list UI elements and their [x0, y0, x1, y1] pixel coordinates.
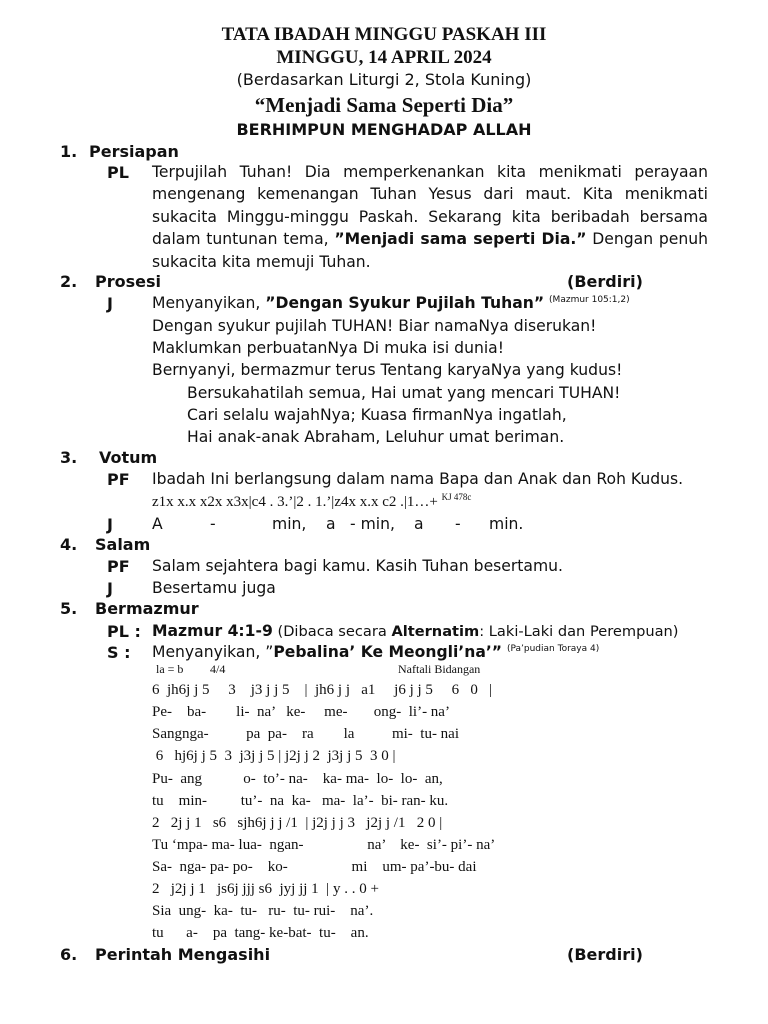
song-line: Bernyanyi, bermazmur terus Tentang karyaNya yang kudus!: [152, 361, 623, 379]
section-number-5: 5.: [60, 599, 78, 618]
score-lyric-line: Sa- nga- pa- po- ko- mi um- pa’-bu- dai: [152, 859, 477, 875]
section-number-3: 3.: [60, 448, 78, 467]
amen-syllable: a: [414, 515, 424, 533]
notation-line: z1x x.x x2x x3x|c4 . 3.’|2 . 1.’|z4x x.x c2 .|1…+: [152, 494, 438, 510]
score-notation-line: 2 2j j 1 s6 sjh6j j j /1 | j2j j j 3 j2j j /1 2 0 |: [152, 815, 443, 831]
score-lyric-line: Pu- ang o- to’- na- ka- ma- lo- lo- an,: [152, 771, 443, 787]
score-notation-line: 6 hj6j j 5 3 j3j j 5 | j2j j 2 j3j j 5 3 0 |: [152, 748, 396, 764]
score-lyric-line: tu a- pa tang- ke-bat- tu- an.: [152, 925, 369, 941]
section-number-6: 6.: [60, 945, 78, 964]
amen-syllable: min.: [489, 515, 524, 533]
role-pl: PL: [107, 163, 129, 182]
section-title-salam: Salam: [95, 535, 151, 554]
song-line-indented: Hai anak-anak Abraham, Leluhur umat beriman.: [187, 428, 565, 446]
section-title-votum: Votum: [99, 448, 158, 467]
song-line-indented: Cari selalu wajahNya; Kuasa firmanNya ingatlah,: [187, 406, 567, 424]
section-number-1: 1.: [60, 142, 78, 161]
song-line: Dengan syukur pujilah TUHAN! Biar namaNya diserukan!: [152, 317, 597, 335]
liturgy-basis: (Berdasarkan Liturgi 2, Stola Kuning): [236, 70, 532, 89]
response-text: Besertamu juga: [152, 579, 276, 597]
role-j: J: [107, 515, 113, 534]
section-title-prosesi: Prosesi: [95, 272, 161, 291]
song-reference: (Pa’pudian Toraya 4): [506, 643, 600, 654]
section-number-4: 4.: [60, 535, 78, 554]
posture-standing: (Berdiri): [567, 272, 643, 291]
section-title-persiapan: Persiapan: [89, 142, 179, 161]
votum-text: Ibadah Ini berlangsung dalam nama Bapa dan Anak dan Roh Kudus.: [152, 470, 684, 488]
song-reference: (Mazmur 105:1,2): [549, 294, 630, 305]
song-title: Pebalina’ Ke Meongli’na’”: [273, 643, 503, 661]
sing-label: Menyanyikan,: [152, 294, 266, 312]
song-title: ”Dengan Syukur Pujilah Tuhan”: [265, 294, 545, 312]
composer: Naftali Bidangan: [398, 662, 481, 676]
role-pf: PF: [107, 470, 130, 489]
score-notation-line: 2 j2j j 1 js6j jjj s6 jyj jj 1 | y . . 0 +: [152, 881, 379, 897]
part-heading: BERHIMPUN MENGHADAP ALLAH: [236, 120, 532, 139]
amen-syllable: min,: [272, 515, 307, 533]
theme-title: “Menjadi Sama Seperti Dia”: [254, 93, 514, 117]
service-date: MINGGU, 14 APRIL 2024: [276, 47, 492, 68]
role-pl: PL :: [107, 622, 141, 641]
role-j: J: [107, 579, 113, 598]
role-s: S :: [107, 643, 131, 662]
section-title-perintah-mengasihi: Perintah Mengasihi: [95, 945, 271, 964]
psalm-note-b: : Laki-Laki dan Perempuan): [479, 623, 679, 640]
psalm-note-a: (Dibaca secara: [272, 623, 392, 640]
greeting-text: Salam sejahtera bagi kamu. Kasih Tuhan besertamu.: [152, 557, 563, 575]
score-lyric-line: tu min- tu’- na ka- ma- la’- bi- ran- ku.: [152, 793, 449, 809]
music-notation: [152, 492, 471, 511]
amen-syllable: -: [455, 515, 461, 533]
psalm-reference: Mazmur 4:1-9: [152, 622, 273, 640]
section-title-bermazmur: Bermazmur: [95, 599, 199, 618]
role-j: J: [107, 294, 113, 313]
psalm-line: [152, 622, 678, 640]
amen-syllable: a: [326, 515, 336, 533]
amen-syllable: - min,: [350, 515, 395, 533]
song-line-indented: Bersukahatilah semua, Hai umat yang mencari TUHAN!: [187, 384, 621, 402]
persiapan-text-a: Terpujilah Tuhan! Dia memperkenankan kita menikmati perayaan mengenang kemenangan Tuhan Yesus dari maut. Kita menikmati sukacita Minggu-minggu Paskah. Sekarang kita beribadah bersama dalam tuntunan tema,: [152, 163, 708, 249]
amen-syllable: A: [152, 515, 163, 533]
score-lyric-line: Sangnga- pa pa- ra la mi- tu- nai: [152, 726, 460, 742]
song-line: Maklumkan perbuatanNya Di muka isi dunia!: [152, 339, 504, 357]
document-title: TATA IBADAH MINGGU PASKAH III: [221, 24, 547, 45]
section-number-2: 2.: [60, 272, 78, 291]
song-intro-line: [152, 643, 599, 661]
theme-emphasis: ”Menjadi sama seperti Dia.”: [334, 230, 587, 249]
psalm-note-bold: Alternatim: [391, 623, 480, 640]
hymn-reference: KJ 478c: [441, 492, 472, 502]
score-lyric-line: Pe- ba- li- na’ ke- me- ong- li’- na’: [152, 704, 450, 720]
amen-syllable: -: [210, 515, 216, 533]
persiapan-text: [152, 161, 708, 273]
time-signature: 4/4: [210, 662, 226, 676]
song-intro-line: [152, 294, 630, 312]
key-signature: la = b: [156, 662, 184, 676]
score-lyric-line: Sia ung- ka- tu- ru- tu- rui- na’.: [152, 903, 374, 919]
role-pf: PF: [107, 557, 130, 576]
persiapan-text-b: Dengan penuh sukacita kita memuji Tuhan.: [152, 230, 708, 271]
score-notation-line: 6 jh6j j 5 3 j3 j j 5 | jh6 j j a1 j6 j j 5 6 0 |: [152, 682, 493, 698]
sing-label: Menyanyikan, ”: [152, 643, 274, 661]
posture-standing: (Berdiri): [567, 945, 643, 964]
score-lyric-line: Tu ‘mpa- ma- lua- ngan- na’ ke- si’- pi’- na’: [152, 837, 496, 853]
